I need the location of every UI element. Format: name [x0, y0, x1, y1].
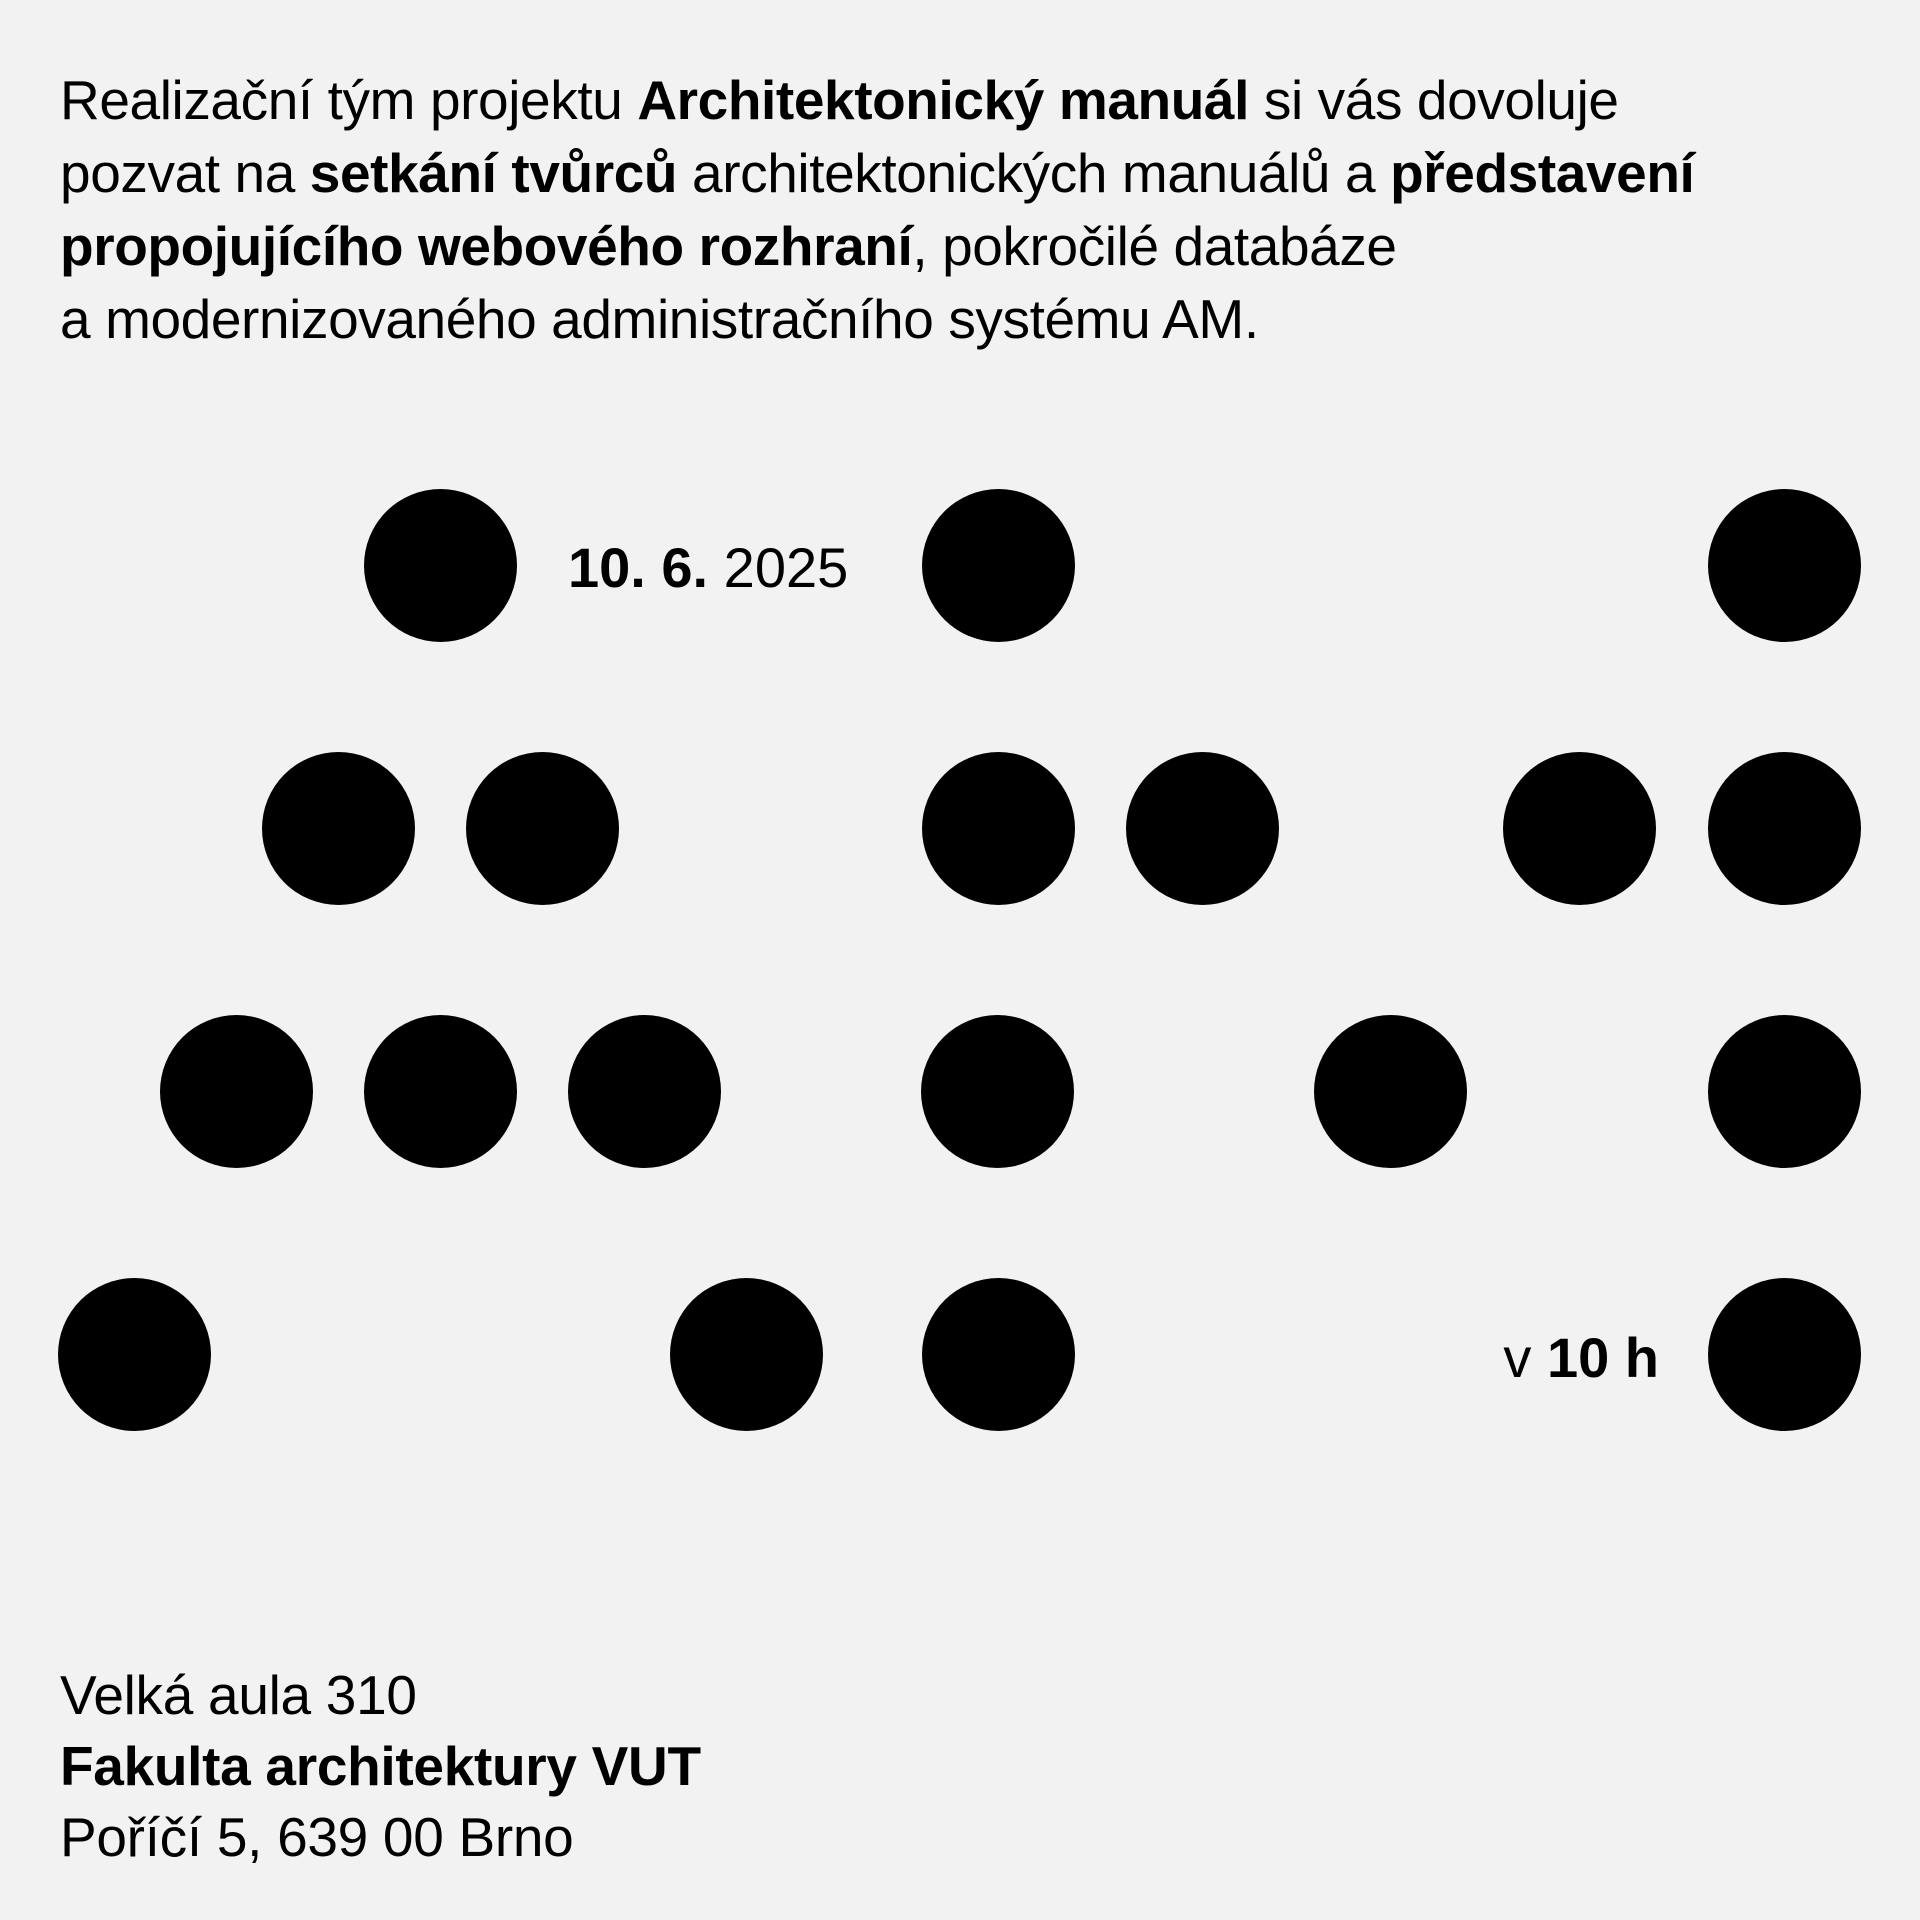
venue-block — [60, 1660, 701, 1873]
braille-dot — [58, 1278, 211, 1431]
braille-dot — [922, 489, 1075, 642]
braille-dot — [922, 752, 1075, 905]
meeting-highlight: setkání tvůrců — [309, 142, 678, 204]
venue-room: Velká aula 310 — [60, 1664, 417, 1726]
event-day-month: 10. 6. — [568, 536, 709, 599]
event-date — [568, 536, 848, 600]
braille-dot — [568, 1015, 721, 1168]
braille-dot — [466, 752, 619, 905]
braille-dot — [364, 489, 517, 642]
braille-dot — [1708, 752, 1861, 905]
braille-dot — [1126, 752, 1279, 905]
braille-dot — [364, 1015, 517, 1168]
web-interface-highlight: propojujícího webového rozhraní — [60, 215, 913, 277]
braille-dot — [160, 1015, 313, 1168]
braille-dot — [1708, 489, 1861, 642]
braille-dot — [922, 1278, 1075, 1431]
braille-dot — [921, 1015, 1074, 1168]
event-time-prefix: v — [1503, 1326, 1547, 1389]
braille-dot — [1314, 1015, 1467, 1168]
braille-dot — [262, 752, 415, 905]
invitation-line-4: a modernizovaného administračního systému AM. — [60, 288, 1259, 350]
invitation-line-3 — [60, 210, 1860, 283]
event-year: 2025 — [708, 536, 849, 599]
intro-text: pozvat na — [60, 142, 310, 204]
intro-text: Realizační tým projektu — [60, 69, 638, 131]
project-name: Architektonický manuál — [637, 69, 1249, 131]
intro-text: si vás dovoluje — [1248, 69, 1619, 131]
braille-dot — [1708, 1278, 1861, 1431]
braille-dot — [1503, 752, 1656, 905]
event-hour: 10 h — [1546, 1326, 1659, 1389]
venue-faculty: Fakulta architektury VUT — [60, 1735, 701, 1797]
invitation-text — [60, 64, 1860, 356]
intro-text: architektonických manuálů a — [677, 142, 1391, 204]
invitation-line-2 — [60, 137, 1860, 210]
event-time — [1503, 1326, 1659, 1390]
invitation-line-1 — [60, 64, 1860, 137]
braille-dot — [1708, 1015, 1861, 1168]
venue-address: Poříčí 5, 639 00 Brno — [60, 1806, 574, 1868]
presentation-highlight: představení — [1390, 142, 1695, 204]
intro-text: , pokročilé databáze — [912, 215, 1397, 277]
braille-dot — [670, 1278, 823, 1431]
